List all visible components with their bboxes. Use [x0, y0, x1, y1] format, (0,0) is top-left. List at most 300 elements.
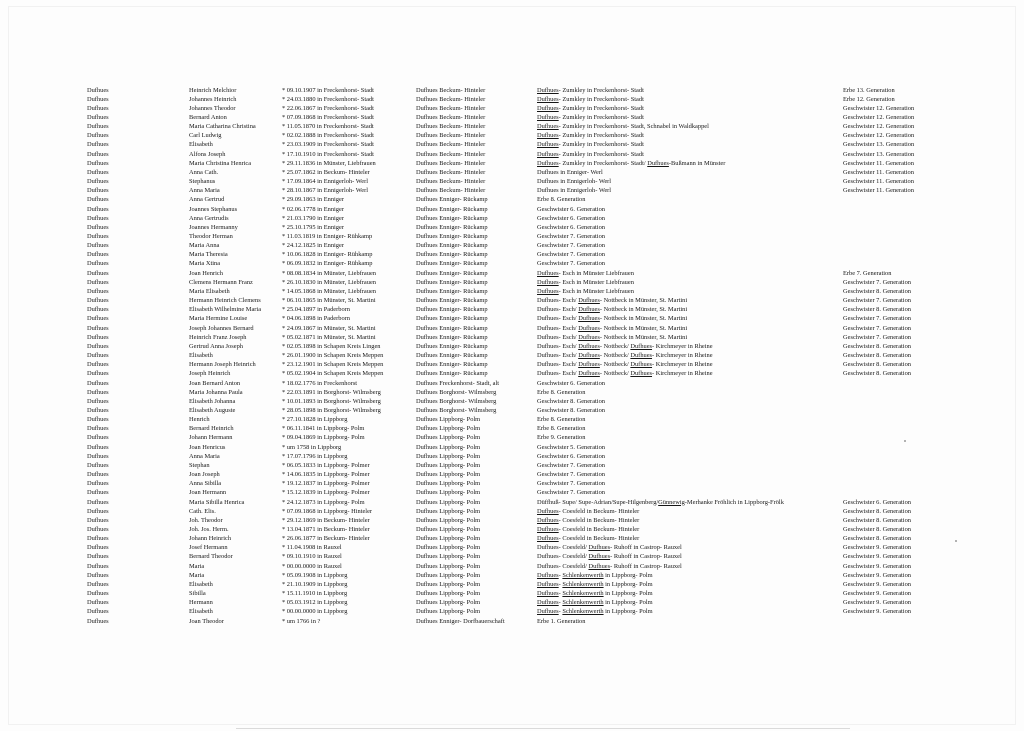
lineage-underlined-name: Dufhues: [578, 370, 600, 378]
birth-cell: * 05.03.1912 in Lippborg: [282, 599, 348, 607]
lineage-underlined-name: Dufhues: [537, 590, 559, 598]
birth-cell: * 07.09.1868 in Lippborg- Hinteler: [282, 507, 373, 515]
lineage-text: Geschwister 6. Generation: [537, 205, 605, 213]
given-name-cell: Maria Anna: [189, 242, 220, 250]
table-row: [0, 571, 1024, 580]
given-name-cell: Johann Heinrich: [189, 535, 232, 543]
lineage-underlined-name: Schlenkenwerth: [562, 590, 604, 598]
table-row: [0, 122, 1024, 131]
birth-cell: * 15.11.1910 in Lippborg: [282, 590, 348, 598]
lineage-underlined-name: Günnewig: [658, 498, 685, 506]
farm-branch-cell: Dufhues Enniger- Rückamp: [416, 278, 488, 286]
lineage-underlined-name: Dufhues: [537, 278, 559, 286]
farm-branch-cell: Dufhues Lippborg- Polm: [416, 590, 481, 598]
farm-branch-cell: Dufhues Borghorst- Wilmsberg: [416, 406, 497, 414]
surname-cell: Dufhues: [87, 571, 109, 579]
lineage-cell: [537, 250, 837, 259]
table-row: [0, 104, 1024, 113]
given-name-cell: Gertrud Anna Joseph: [189, 342, 243, 350]
generation-cell: Geschwister 6. Generation: [843, 498, 911, 506]
farm-branch-cell: Dufhues Enniger- Rückamp: [416, 306, 488, 314]
lineage-underlined-name: Dufhues: [537, 287, 559, 295]
birth-cell: * 22.06.1867 in Freckenhorst- Stadt: [282, 104, 374, 112]
lineage-cell: [537, 168, 837, 177]
table-row: [0, 360, 1024, 369]
generation-cell: Geschwister 8. Generation: [843, 516, 911, 524]
table-row: [0, 168, 1024, 177]
lineage-cell: [537, 397, 837, 406]
given-name-cell: Anna Maria: [189, 452, 220, 460]
birth-cell: * 06.11.1841 in Lippborg- Polm: [282, 425, 365, 433]
farm-branch-cell: Dufhues Lippborg- Polm: [416, 535, 481, 543]
given-name-cell: Elisabeth: [189, 608, 213, 616]
table-row: [0, 369, 1024, 378]
lineage-cell: [537, 269, 837, 278]
farm-branch-cell: Dufhues Enniger- Rückamp: [416, 233, 488, 240]
surname-cell: Dufhues: [87, 278, 109, 286]
generation-cell: Geschwister 7. Generation: [843, 278, 911, 286]
generation-cell: Erbe 13. Generation: [843, 86, 895, 94]
lineage-cell: [537, 589, 837, 598]
table-row: [0, 205, 1024, 214]
table-row: [0, 314, 1024, 323]
table-row: [0, 159, 1024, 168]
lineage-underlined-name: Dufhues: [578, 352, 600, 360]
lineage-cell: [537, 122, 837, 131]
lineage-text: - Zumkley in Freckenhorst- Stadt: [558, 86, 644, 94]
lineage-underlined-name: Dufhues: [578, 297, 600, 305]
birth-cell: * 24.12.1873 in Lippborg- Polm: [282, 498, 365, 506]
farm-branch-cell: Dufhues Enniger- Rückamp: [416, 342, 488, 350]
table-row: [0, 342, 1024, 351]
surname-cell: Dufhues: [87, 306, 109, 314]
farm-branch-cell: Dufhues Lippborg- Polm: [416, 516, 481, 524]
given-name-cell: Johann Hermann: [189, 434, 233, 442]
lineage-text: Geschwister 6. Generation: [537, 214, 605, 222]
birth-cell: * 06.09.1832 in Enniger- Rühkamp: [282, 260, 373, 268]
birth-cell: * 15.12.1839 in Lippborg- Polmer: [282, 489, 370, 497]
table-row: [0, 195, 1024, 204]
generation-cell: Geschwister 12. Generation: [843, 113, 915, 121]
lineage-text: -Bußmann in Münster: [668, 159, 726, 167]
farm-branch-cell: Dufhues Beckum- Hinteler: [416, 132, 486, 140]
lineage-cell: [537, 424, 837, 433]
lineage-cell: [537, 543, 837, 552]
surname-cell: Dufhues: [87, 315, 109, 323]
lineage-text: -: [558, 580, 563, 588]
surname-cell: Dufhues: [87, 397, 109, 405]
lineage-cell: [537, 86, 837, 95]
farm-branch-cell: Dufhues Beckum- Hinteler: [416, 95, 486, 103]
lineage-text: Geschwister 7. Generation: [537, 480, 605, 488]
lineage-underlined-name: Dufhues: [537, 269, 559, 277]
generation-cell: Geschwister 7. Generation: [843, 315, 911, 323]
table-row: [0, 470, 1024, 479]
table-row: [0, 214, 1024, 223]
lineage-cell: [537, 305, 837, 314]
lineage-text: - Nottbeck in Münster, St. Martini: [599, 333, 688, 341]
birth-cell: * 17.07.1796 in Lippborg: [282, 452, 348, 460]
surname-cell: Dufhues: [87, 553, 109, 561]
surname-cell: Dufhues: [87, 544, 109, 552]
farm-branch-cell: Dufhues Enniger- Rückamp: [416, 196, 488, 204]
lineage-underlined-name: Dufhues: [630, 342, 653, 350]
farm-branch-cell: Dufhues Enniger- Rückamp: [416, 297, 488, 305]
generation-cell: Geschwister 9. Generation: [843, 571, 911, 579]
farm-branch-cell: Dufhues Lippborg- Polm: [416, 526, 481, 533]
birth-cell: * 02.05.1898 in Schapen Kreis Lingen: [282, 342, 381, 350]
surname-cell: Dufhues: [87, 260, 109, 268]
birth-cell: * 05.02.1871 in Münster, St. Martini: [282, 333, 376, 341]
table-row: [0, 406, 1024, 415]
table-row: [0, 140, 1024, 149]
generation-cell: Geschwister 13. Generation: [843, 141, 915, 149]
generation-cell: Geschwister 7. Generation: [843, 297, 911, 305]
table-row: [0, 113, 1024, 122]
surname-cell: Dufhues: [87, 196, 109, 204]
surname-cell: Dufhues: [87, 507, 109, 515]
generation-cell: Geschwister 9. Generation: [843, 599, 911, 607]
surname-cell: Dufhues: [87, 233, 109, 240]
farm-branch-cell: Dufhues Borghorst- Wilmsberg: [416, 388, 497, 396]
surname-cell: Dufhues: [87, 489, 109, 497]
lineage-text: - Zumkley in Freckenhorst- Stadt: [558, 141, 644, 149]
birth-cell: * 14.05.1868 in Münster, Liebfrauen: [282, 287, 376, 295]
lineage-text: Geschwister 6. Generation: [537, 223, 605, 231]
given-name-cell: Elisabeth: [189, 141, 213, 149]
lineage-text: Geschwister 7. Generation: [537, 251, 605, 259]
generation-cell: Geschwister 8. Generation: [843, 306, 911, 314]
given-name-cell: Hermann Joseph Heinrich: [189, 361, 256, 369]
lineage-text: - Zumkley in Freckenhorst- Stadt: [558, 150, 644, 158]
lineage-text: - Zumkley in Freckenhorst- Stadt: [558, 132, 644, 140]
lineage-cell: [537, 232, 837, 241]
birth-cell: * 05.02.1904 in Schapen Kreis Meppen: [282, 370, 384, 378]
birth-cell: * 11.03.1819 in Enniger- Rühkamp: [282, 233, 373, 240]
lineage-text: - Nottbeck/: [599, 352, 631, 360]
birth-cell: * 17.10.1910 in Freckenhorst- Stadt: [282, 150, 374, 158]
lineage-underlined-name: Dufhues: [588, 562, 611, 570]
farm-branch-cell: Dufhues Lippborg- Polm: [416, 471, 481, 479]
birth-cell: * 10.01.1893 in Borghorst- Wilmsberg: [282, 397, 381, 405]
given-name-cell: Hermann Heinrich Clemens: [189, 297, 261, 305]
lineage-text: Erbe 1. Generation: [537, 617, 586, 625]
birth-cell: * 28.05.1898 in Borghorst- Wilmsberg: [282, 406, 381, 414]
table-row: [0, 250, 1024, 259]
farm-branch-cell: Dufhues Lippborg- Polm: [416, 580, 481, 588]
given-name-cell: Anna Sibilla: [189, 480, 222, 488]
table-row: [0, 479, 1024, 488]
lineage-cell: [537, 159, 837, 168]
lineage-text: Dufhues- Esch/: [537, 352, 579, 360]
birth-cell: * 17.09.1864 in Ennigerloh- Werl: [282, 178, 368, 186]
lineage-text: Erbe 8. Generation: [537, 388, 586, 396]
lineage-cell: [537, 525, 837, 534]
lineage-text: - Nottbeck in Münster, St. Martini: [599, 306, 688, 314]
table-row: [0, 461, 1024, 470]
birth-cell: * 29.09.1863 in Enniger: [282, 196, 344, 204]
lineage-cell: [537, 324, 837, 333]
lineage-cell: [537, 415, 837, 424]
given-name-cell: Joannes Hermanny: [189, 223, 238, 231]
given-name-cell: Joseph Heinrich: [189, 370, 231, 378]
lineage-text: Geschwister 8. Generation: [537, 397, 605, 405]
lineage-text: - Zumkley in Freckenhorst- Stadt: [558, 113, 644, 121]
farm-branch-cell: Dufhues Beckum- Hinteler: [416, 123, 486, 131]
table-row: [0, 86, 1024, 95]
birth-cell: * 06.05.1833 in Lippborg- Polmer: [282, 461, 370, 469]
generation-cell: Geschwister 9. Generation: [843, 590, 911, 598]
lineage-text: Dufhues- Esch/: [537, 324, 579, 332]
farm-branch-cell: Dufhues Enniger- Rückamp: [416, 352, 488, 360]
lineage-cell: [537, 379, 837, 388]
lineage-cell: [537, 177, 837, 186]
surname-cell: Dufhues: [87, 251, 109, 259]
lineage-underlined-name: Dufhues: [537, 571, 559, 579]
lineage-text: Geschwister 7. Generation: [537, 242, 605, 250]
given-name-cell: Bernard Anton: [189, 113, 227, 121]
lineage-underlined-name: Dufhues: [537, 608, 559, 616]
surname-cell: Dufhues: [87, 86, 109, 94]
surname-cell: Dufhues: [87, 379, 109, 387]
lineage-underlined-name: Dufhues: [537, 123, 559, 131]
table-row: [0, 498, 1024, 507]
surname-cell: Dufhues: [87, 123, 109, 131]
lineage-cell: [537, 360, 837, 369]
lineage-cell: [537, 617, 837, 626]
lineage-underlined-name: Schlenkenwerth: [562, 608, 604, 616]
table-row: [0, 507, 1024, 516]
surname-cell: Dufhues: [87, 205, 109, 213]
generation-cell: Geschwister 13. Generation: [843, 150, 915, 158]
farm-branch-cell: Dufhues Beckum- Hinteler: [416, 187, 486, 195]
generation-cell: Geschwister 8. Generation: [843, 352, 911, 360]
surname-cell: Dufhues: [87, 425, 109, 433]
lineage-underlined-name: Dufhues: [647, 159, 669, 167]
farm-branch-cell: Dufhues Enniger- Rückamp: [416, 269, 488, 277]
lineage-text: -: [558, 608, 563, 616]
given-name-cell: Bernard Heinrich: [189, 425, 234, 433]
birth-cell: * 24.09.1867 in Münster, St. Martini: [282, 324, 376, 332]
surname-cell: Dufhues: [87, 297, 109, 305]
given-name-cell: Maria: [189, 571, 205, 579]
farm-branch-cell: Dufhues Beckum- Hinteler: [416, 113, 486, 121]
farm-branch-cell: Dufhues Enniger- Dorfbauerschaft: [416, 617, 505, 625]
surname-cell: Dufhues: [87, 361, 109, 369]
table-row: [0, 424, 1024, 433]
lineage-text: -: [558, 571, 563, 579]
given-name-cell: Joan Bernard Anton: [189, 379, 241, 387]
given-name-cell: Maria Catharina Christina: [189, 123, 256, 131]
given-name-cell: Josef Hermann: [189, 544, 228, 552]
generation-cell: Geschwister 12. Generation: [843, 132, 915, 140]
lineage-text: - Nottbeck/: [599, 342, 631, 350]
lineage-underlined-name: Schlenkenwerth: [562, 571, 604, 579]
lineage-text: Dufhues in Enniger- Werl: [537, 168, 603, 176]
table-row: [0, 131, 1024, 140]
lineage-underlined-name: Dufhues: [578, 333, 600, 341]
farm-branch-cell: Dufhues Lippborg- Polm: [416, 434, 481, 442]
lineage-text: -: [558, 599, 563, 607]
surname-cell: Dufhues: [87, 333, 109, 341]
birth-cell: * 26.10.1830 in Münster, Liebfrauen: [282, 278, 376, 286]
lineage-underlined-name: Dufhues: [537, 141, 559, 149]
lineage-text: Dufhues- Coesfeld/: [537, 553, 589, 561]
farm-branch-cell: Dufhues Lippborg- Polm: [416, 489, 481, 497]
given-name-cell: Maria Hermine Louise: [189, 315, 248, 323]
lineage-cell: [537, 369, 837, 378]
given-name-cell: Bernard Theodor: [189, 553, 233, 561]
table-row: [0, 516, 1024, 525]
given-name-cell: Elisabeth Wilhelmine Maria: [189, 306, 262, 314]
lineage-text: - Nottbeck in Münster, St. Martini: [599, 297, 688, 305]
given-name-cell: Joh. Jos. Herm.: [189, 526, 229, 533]
farm-branch-cell: Dufhues Enniger- Rückamp: [416, 242, 488, 250]
farm-branch-cell: Dufhues Lippborg- Polm: [416, 425, 481, 433]
lineage-cell: [537, 95, 837, 104]
given-name-cell: Elisabeth: [189, 580, 213, 588]
lineage-text: - Esch in Münster Liebfrauen: [558, 269, 634, 277]
table-row: [0, 296, 1024, 305]
table-row: [0, 488, 1024, 497]
lineage-text: - Coesfeld in Beckum- Hinteler: [558, 507, 640, 515]
table-row: [0, 232, 1024, 241]
surname-cell: Dufhues: [87, 370, 109, 378]
lineage-cell: [537, 150, 837, 159]
lineage-text: in Lippborg- Polm: [603, 590, 653, 598]
generation-cell: Geschwister 12. Generation: [843, 104, 915, 112]
given-name-cell: Anna Gertrudis: [189, 214, 229, 222]
birth-cell: * 25.10.1795 in Enniger: [282, 223, 344, 231]
birth-cell: * 28.10.1867 in Ennigerloh- Werl: [282, 187, 368, 195]
given-name-cell: Joan Joseph: [189, 471, 220, 479]
lineage-text: Dufhues- Esch/: [537, 370, 579, 378]
lineage-cell: [537, 104, 837, 113]
lineage-underlined-name: Dufhues: [537, 104, 559, 112]
table-row: [0, 589, 1024, 598]
table-row: [0, 223, 1024, 232]
lineage-text: Dufhues- Esch/: [537, 306, 579, 314]
lineage-text: - Zumkley in Freckenhorst- Stadt: [558, 95, 644, 103]
birth-cell: * 24.12.1825 in Enniger: [282, 242, 344, 250]
lineage-text: Dufhues- Coesfeld/: [537, 562, 589, 570]
lineage-text: - Ruhoff in Castrop- Rauxel: [610, 544, 682, 552]
lineage-cell: [537, 287, 837, 296]
lineage-cell: [537, 470, 837, 479]
lineage-text: Dufhues- Esch/: [537, 315, 579, 323]
lineage-cell: [537, 342, 837, 351]
farm-branch-cell: Dufhues Freckenhorst- Stadt, alt: [416, 379, 500, 387]
lineage-text: - Kirchmeyer in Rheine: [652, 361, 713, 369]
lineage-text: -Merhanke Fröhlich in Lippborg-Frölk: [684, 498, 784, 506]
lineage-underlined-name: Dufhues: [578, 342, 600, 350]
lineage-cell: [537, 131, 837, 140]
table-row: [0, 433, 1024, 442]
generation-cell: Geschwister 7. Generation: [843, 324, 911, 332]
given-name-cell: Henrich: [189, 416, 210, 424]
given-name-cell: Heinrich Melchior: [189, 86, 237, 94]
lineage-underlined-name: Dufhues: [537, 599, 559, 607]
lineage-underlined-name: Dufhues: [537, 95, 559, 103]
scan-speck: [955, 540, 957, 542]
given-name-cell: Joan Henrich: [189, 269, 223, 277]
birth-cell: * 18.02.1776 in Freckenhorst: [282, 379, 358, 387]
lineage-text: Dufhues- Esch/: [537, 297, 579, 305]
surname-cell: Dufhues: [87, 617, 109, 625]
surname-cell: Dufhues: [87, 352, 109, 360]
given-name-cell: Maria Sibilla Henrica: [189, 498, 245, 506]
given-name-cell: Cath. Elis.: [189, 507, 216, 515]
birth-cell: * 22.03.1891 in Borghorst- Wilmsberg: [282, 388, 381, 396]
farm-branch-cell: Dufhues Lippborg- Polm: [416, 544, 481, 552]
lineage-cell: [537, 296, 837, 305]
table-row: [0, 177, 1024, 186]
lineage-text: - Esch in Münster Liebfrauen: [558, 287, 634, 295]
table-row: [0, 388, 1024, 397]
lineage-cell: [537, 562, 837, 571]
birth-cell: * 14.06.1835 in Lippborg- Polmer: [282, 471, 370, 479]
lineage-cell: [537, 113, 837, 122]
lineage-underlined-name: Dufhues: [537, 159, 559, 167]
table-row: [0, 562, 1024, 571]
surname-cell: Dufhues: [87, 599, 109, 607]
lineage-text: Erbe 8. Generation: [537, 416, 586, 424]
register-table: [0, 86, 1024, 626]
given-name-cell: Anna Cath.: [189, 168, 219, 176]
given-name-cell: Sibilla: [189, 590, 206, 598]
farm-branch-cell: Dufhues Lippborg- Polm: [416, 608, 481, 616]
surname-cell: Dufhues: [87, 132, 109, 140]
table-row: [0, 287, 1024, 296]
lineage-cell: [537, 214, 837, 223]
lineage-underlined-name: Dufhues: [537, 507, 559, 515]
farm-branch-cell: Dufhues Beckum- Hinteler: [416, 141, 486, 149]
lineage-cell: [537, 140, 837, 149]
lineage-cell: [537, 598, 837, 607]
given-name-cell: Joseph Johannes Bernard: [189, 324, 254, 332]
given-name-cell: Johannes Theodor: [189, 104, 236, 112]
farm-branch-cell: Dufhues Beckum- Hinteler: [416, 159, 486, 167]
birth-cell: * 02.06.1778 in Enniger: [282, 205, 344, 213]
generation-cell: Geschwister 9. Generation: [843, 608, 911, 616]
generation-cell: Geschwister 9. Generation: [843, 544, 911, 552]
birth-cell: * 29.12.1869 in Beckum- Hinteler: [282, 516, 370, 524]
table-row: [0, 379, 1024, 388]
table-row: [0, 259, 1024, 268]
lineage-text: Dufhues- Esch/: [537, 342, 579, 350]
given-name-cell: Stephan: [189, 461, 210, 469]
given-name-cell: Elisabeth Auguste: [189, 406, 236, 414]
lineage-text: in Lippborg- Polm: [603, 571, 653, 579]
generation-cell: Geschwister 8. Generation: [843, 287, 911, 295]
table-row: [0, 415, 1024, 424]
farm-branch-cell: Dufhues Enniger- Rückamp: [416, 223, 488, 231]
generation-cell: Geschwister 11. Generation: [843, 187, 914, 195]
surname-cell: Dufhues: [87, 434, 109, 442]
table-row: [0, 241, 1024, 250]
given-name-cell: Maria Theresia: [189, 251, 228, 259]
birth-cell: * 07.09.1868 in Freckenhorst- Stadt: [282, 113, 374, 121]
surname-cell: Dufhues: [87, 516, 109, 524]
table-row: [0, 269, 1024, 278]
surname-cell: Dufhues: [87, 342, 109, 350]
generation-cell: Geschwister 7. Generation: [843, 333, 911, 341]
farm-branch-cell: Dufhues Enniger- Rückamp: [416, 287, 488, 295]
generation-cell: Erbe 7. Generation: [843, 269, 892, 277]
page-bottom-rule: [236, 728, 850, 729]
birth-cell: * 19.12.1837 in Lippborg- Polmer: [282, 480, 370, 488]
table-row: [0, 452, 1024, 461]
